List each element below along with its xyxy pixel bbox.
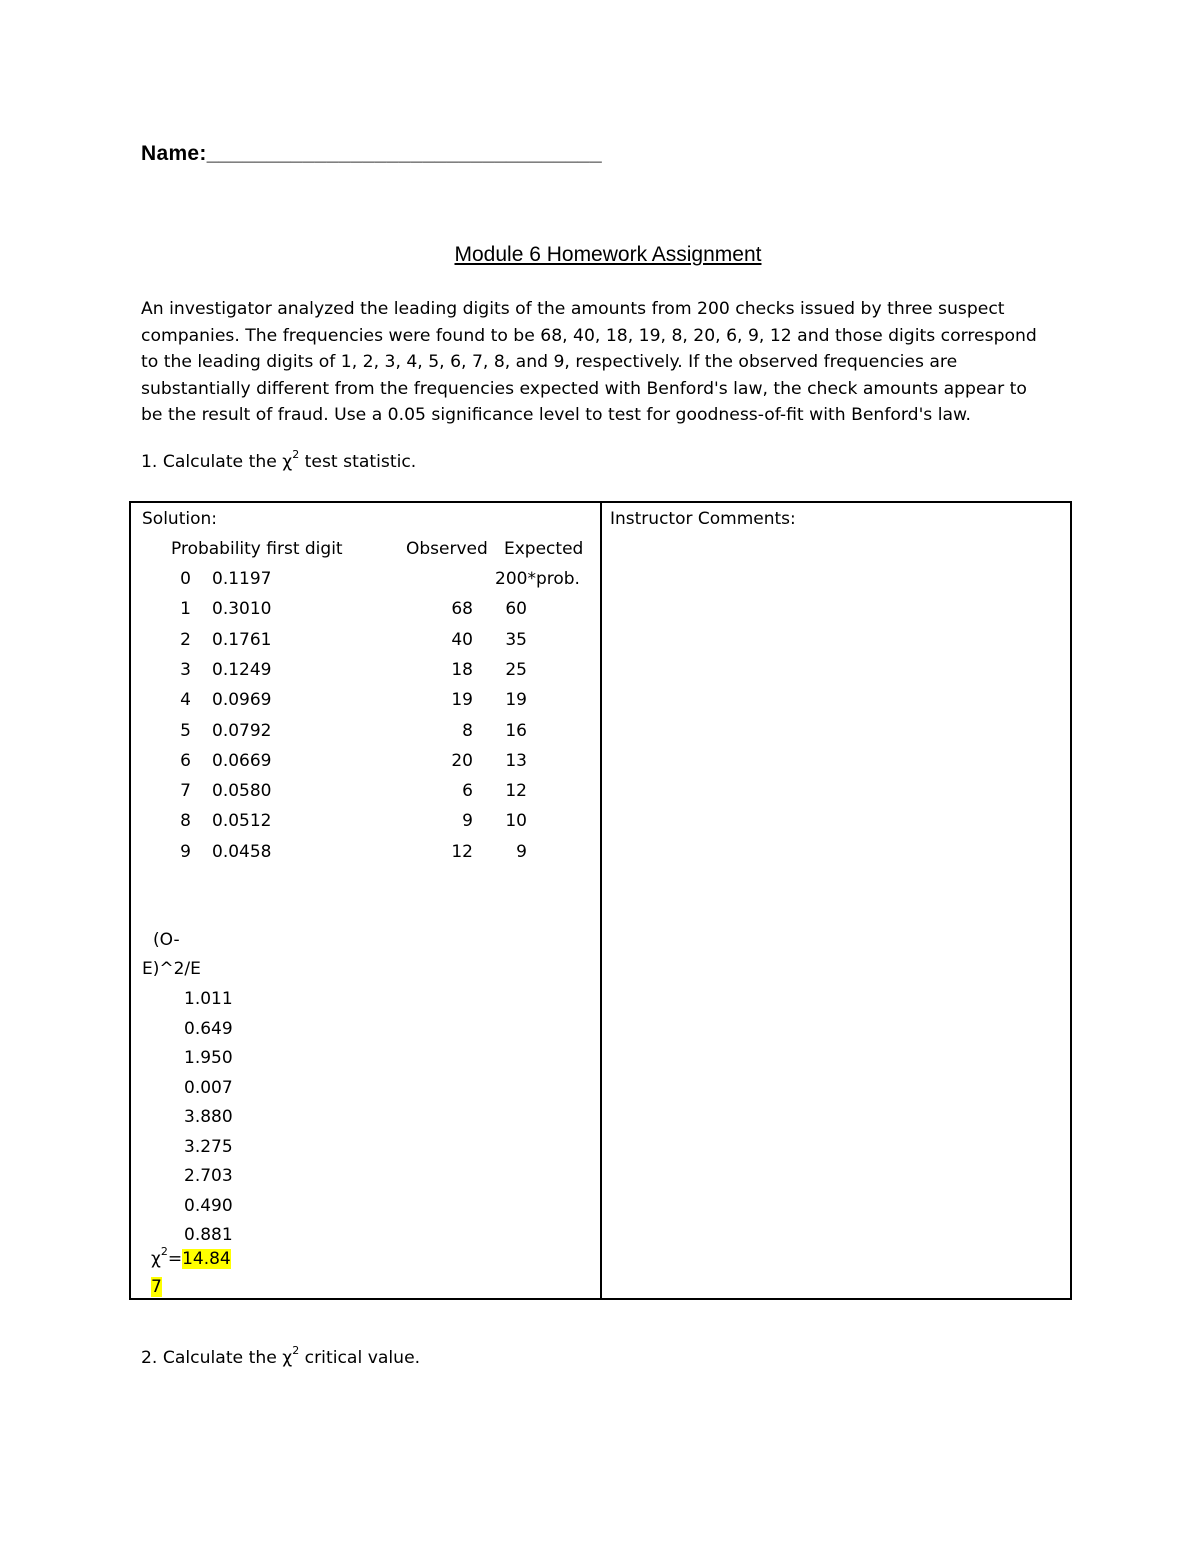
row-observed: 9 bbox=[462, 811, 473, 831]
row-probability: 0.0792 bbox=[212, 721, 272, 741]
row-observed: 18 bbox=[451, 660, 473, 680]
row-probability: 0.3010 bbox=[212, 599, 272, 619]
contribution-value: 0.649 bbox=[184, 1019, 233, 1039]
name-blank: _________________________________ bbox=[206, 142, 603, 165]
question-1 bbox=[141, 448, 417, 472]
row-observed: 19 bbox=[451, 690, 473, 710]
chi-square-value: 14.84 bbox=[182, 1249, 231, 1269]
question-1-superscript: 2 bbox=[292, 448, 300, 462]
chi-equals: = bbox=[167, 1249, 183, 1269]
row-digit: 3 bbox=[180, 660, 191, 680]
row-digit: 2 bbox=[180, 630, 191, 650]
question-2-suffix: critical value. bbox=[299, 1348, 421, 1368]
contribution-value: 0.007 bbox=[184, 1078, 233, 1098]
row-digit: 8 bbox=[180, 811, 191, 831]
row-expected: 19 bbox=[505, 690, 527, 710]
row-observed: 68 bbox=[451, 599, 473, 619]
row-digit: 4 bbox=[180, 690, 191, 710]
row-observed: 20 bbox=[451, 751, 473, 771]
problem-line: An investigator analyzed the leading digits of the amounts from 200 checks issued by three suspect bbox=[141, 299, 1005, 319]
problem-line: be the result of fraud. Use a 0.05 significance level to test for goodness-of-fit with Benford's law. bbox=[141, 405, 971, 425]
row-observed: 6 bbox=[462, 781, 473, 801]
answer-table bbox=[129, 501, 1072, 1300]
question-1-suffix: test statistic. bbox=[299, 452, 417, 472]
row-digit: 0 bbox=[180, 569, 191, 589]
chi-square-result bbox=[151, 1245, 231, 1269]
instructor-comments-label: Instructor Comments: bbox=[610, 509, 796, 529]
name-label: Name: bbox=[141, 142, 207, 165]
row-probability: 0.0580 bbox=[212, 781, 272, 801]
contribution-value: 3.275 bbox=[184, 1137, 233, 1157]
row-digit: 7 bbox=[180, 781, 191, 801]
row-observed: 40 bbox=[451, 630, 473, 650]
row-expected: 13 bbox=[505, 751, 527, 771]
question-2-superscript: 2 bbox=[292, 1344, 300, 1358]
problem-line: companies. The frequencies were found to be 68, 40, 18, 19, 8, 20, 6, 9, 12 and those digits correspond bbox=[141, 325, 1037, 346]
row-expected: 200*prob. bbox=[495, 569, 580, 589]
page-title: Module 6 Homework Assignment bbox=[454, 243, 762, 266]
row-probability: 0.0969 bbox=[212, 690, 272, 710]
chi-square-value-continued: 7 bbox=[151, 1277, 162, 1297]
row-digit: 9 bbox=[180, 842, 191, 862]
contribution-value: 2.703 bbox=[184, 1166, 233, 1186]
row-probability: 0.1249 bbox=[212, 660, 272, 680]
contribution-value: 0.881 bbox=[184, 1225, 233, 1245]
row-expected: 12 bbox=[505, 781, 527, 801]
formula-label-line-2: E)^2/E bbox=[142, 959, 201, 979]
row-expected: 10 bbox=[505, 811, 527, 831]
row-probability: 0.1761 bbox=[212, 630, 272, 650]
row-probability: 0.0458 bbox=[212, 842, 272, 862]
row-expected: 16 bbox=[505, 721, 527, 741]
problem-line: substantially different from the frequencies expected with Benford's law, the check amounts appear to bbox=[141, 378, 1027, 399]
row-observed: 12 bbox=[451, 842, 473, 862]
column-header-observed: Observed bbox=[406, 539, 488, 559]
problem-line: to the leading digits of 1, 2, 3, 4, 5, 6, 7, 8, and 9, respectively. If the observed frequencies are bbox=[141, 352, 958, 372]
problem-statement bbox=[141, 296, 1071, 429]
row-digit: 5 bbox=[180, 721, 191, 741]
formula-label-line-1: (O- bbox=[153, 930, 180, 950]
column-header-probability: Probability first digit bbox=[171, 539, 343, 559]
solution-label: Solution: bbox=[142, 509, 217, 529]
column-divider bbox=[600, 503, 602, 1298]
row-probability: 0.0669 bbox=[212, 751, 272, 771]
row-expected: 60 bbox=[505, 599, 527, 619]
row-probability: 0.1197 bbox=[212, 569, 272, 589]
contribution-value: 0.490 bbox=[184, 1196, 233, 1216]
chi-superscript: 2 bbox=[160, 1245, 168, 1259]
row-probability: 0.0512 bbox=[212, 811, 272, 831]
question-1-prefix: 1. Calculate the χ bbox=[141, 452, 293, 472]
row-expected: 25 bbox=[505, 660, 527, 680]
name-field bbox=[141, 142, 602, 166]
row-observed: 8 bbox=[462, 721, 473, 741]
chi-symbol: χ bbox=[151, 1249, 161, 1269]
row-digit: 6 bbox=[180, 751, 191, 771]
row-expected: 35 bbox=[505, 630, 527, 650]
contribution-value: 1.011 bbox=[184, 989, 233, 1009]
question-2-prefix: 2. Calculate the χ bbox=[141, 1348, 293, 1368]
contribution-value: 1.950 bbox=[184, 1048, 233, 1068]
row-expected: 9 bbox=[516, 842, 527, 862]
contribution-value: 3.880 bbox=[184, 1107, 233, 1127]
row-digit: 1 bbox=[180, 599, 191, 619]
question-2 bbox=[141, 1344, 421, 1368]
column-header-expected: Expected bbox=[504, 539, 584, 559]
